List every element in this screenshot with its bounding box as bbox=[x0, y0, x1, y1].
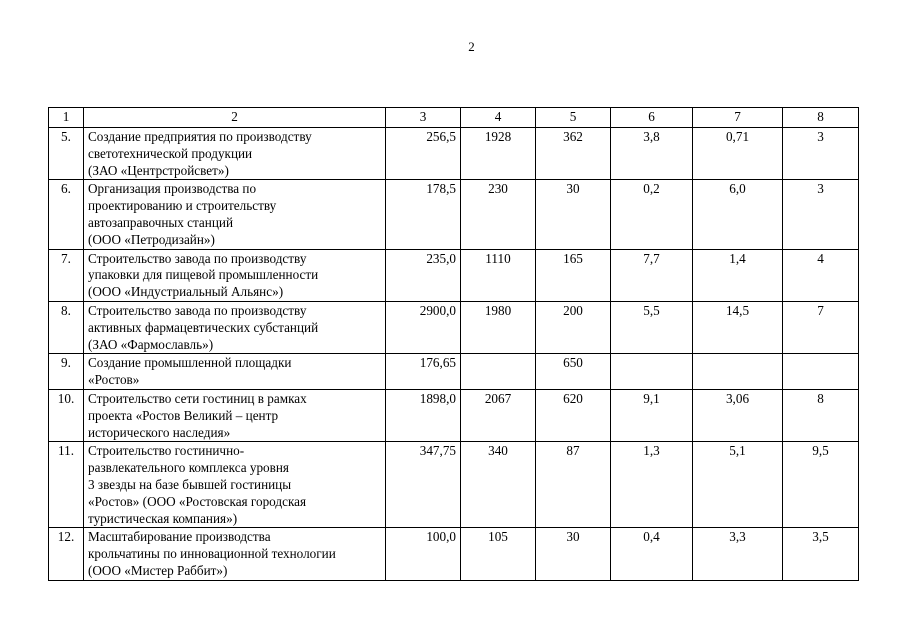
value-cell-col6: 5,5 bbox=[611, 301, 693, 353]
description-line: проекта «Ростов Великий – центр bbox=[88, 407, 279, 423]
row-number-cell: 5. bbox=[49, 128, 84, 180]
value-cell-col4 bbox=[461, 354, 536, 390]
value-cell-col5: 200 bbox=[536, 301, 611, 353]
description-line: Строительство гостинично- bbox=[88, 443, 245, 459]
table-row bbox=[49, 128, 859, 180]
project-description-cell bbox=[84, 301, 386, 353]
table-body bbox=[49, 128, 859, 581]
project-description-cell bbox=[84, 389, 386, 441]
value-cell-col3: 256,5 bbox=[386, 128, 461, 180]
column-header-8: 8 bbox=[783, 108, 859, 128]
projects-table bbox=[48, 107, 859, 581]
value-cell-col5: 87 bbox=[536, 442, 611, 528]
value-cell-col7: 6,0 bbox=[693, 180, 783, 249]
column-header-5: 5 bbox=[536, 108, 611, 128]
description-line: активных фармацевтических субстанций bbox=[88, 319, 319, 335]
value-cell-col6: 3,8 bbox=[611, 128, 693, 180]
value-cell-col4: 1928 bbox=[461, 128, 536, 180]
row-number-cell: 10. bbox=[49, 389, 84, 441]
value-cell-col7: 3,06 bbox=[693, 389, 783, 441]
project-description-cell bbox=[84, 249, 386, 301]
value-cell-col6: 9,1 bbox=[611, 389, 693, 441]
description-line: (ООО «Индустриальный Альянс») bbox=[88, 284, 284, 300]
value-cell-col4: 1110 bbox=[461, 249, 536, 301]
table-row bbox=[49, 389, 859, 441]
table-row bbox=[49, 249, 859, 301]
column-header-6: 6 bbox=[611, 108, 693, 128]
page-number: 2 bbox=[468, 39, 475, 54]
description-line: (ООО «Петродизайн») bbox=[88, 231, 215, 247]
description-line: Строительство завода по производству bbox=[88, 302, 307, 318]
description-line: Создание промышленной площадки bbox=[88, 355, 292, 371]
value-cell-col3: 2900,0 bbox=[386, 301, 461, 353]
value-cell-col7: 1,4 bbox=[693, 249, 783, 301]
value-cell-col7: 3,3 bbox=[693, 528, 783, 580]
project-description-cell bbox=[84, 442, 386, 528]
description-line: туристическая компания») bbox=[88, 510, 238, 526]
value-cell-col5: 165 bbox=[536, 249, 611, 301]
table-header-row bbox=[49, 108, 859, 128]
value-cell-col8: 8 bbox=[783, 389, 859, 441]
description-line: «Ростов» (ООО «Ростовская городская bbox=[88, 493, 307, 509]
value-cell-col7: 5,1 bbox=[693, 442, 783, 528]
column-header-4: 4 bbox=[461, 108, 536, 128]
description-line: Строительство сети гостиниц в рамках bbox=[88, 390, 307, 406]
description-line: крольчатины по инновационной технологии bbox=[88, 546, 336, 562]
description-line: Масштабирование производства bbox=[88, 529, 271, 545]
value-cell-col5: 650 bbox=[536, 354, 611, 390]
value-cell-col6 bbox=[611, 354, 693, 390]
project-description-cell bbox=[84, 528, 386, 580]
column-header-7: 7 bbox=[693, 108, 783, 128]
column-header-3: 3 bbox=[386, 108, 461, 128]
description-line: Создание предприятия по производству bbox=[88, 129, 312, 144]
value-cell-col4: 230 bbox=[461, 180, 536, 249]
description-line: упаковки для пищевой промышленности bbox=[88, 267, 319, 283]
value-cell-col8 bbox=[783, 354, 859, 390]
value-cell-col6: 7,7 bbox=[611, 249, 693, 301]
value-cell-col7: 0,71 bbox=[693, 128, 783, 180]
value-cell-col5: 362 bbox=[536, 128, 611, 180]
project-description-cell bbox=[84, 354, 386, 390]
description-line: светотехнической продукции bbox=[88, 145, 253, 161]
value-cell-col7 bbox=[693, 354, 783, 390]
value-cell-col3: 1898,0 bbox=[386, 389, 461, 441]
row-number-cell: 11. bbox=[49, 442, 84, 528]
column-header-1: 1 bbox=[49, 108, 84, 128]
value-cell-col8: 9,5 bbox=[783, 442, 859, 528]
row-number-cell: 6. bbox=[49, 180, 84, 249]
row-number-cell: 9. bbox=[49, 354, 84, 390]
row-number-cell: 7. bbox=[49, 249, 84, 301]
description-line: (ЗАО «Фармославль») bbox=[88, 336, 214, 352]
description-line: проектированию и строительству bbox=[88, 198, 277, 214]
table-row bbox=[49, 180, 859, 249]
row-number-cell: 8. bbox=[49, 301, 84, 353]
value-cell-col8: 3 bbox=[783, 180, 859, 249]
value-cell-col5: 30 bbox=[536, 180, 611, 249]
description-line: 3 звезды на базе бывшей гостиницы bbox=[88, 476, 292, 492]
value-cell-col8: 3,5 bbox=[783, 528, 859, 580]
value-cell-col4: 105 bbox=[461, 528, 536, 580]
value-cell-col3: 178,5 bbox=[386, 180, 461, 249]
value-cell-col4: 2067 bbox=[461, 389, 536, 441]
value-cell-col3: 100,0 bbox=[386, 528, 461, 580]
value-cell-col5: 30 bbox=[536, 528, 611, 580]
description-line: автозаправочных станций bbox=[88, 214, 234, 230]
value-cell-col3: 176,65 bbox=[386, 354, 461, 390]
project-description-cell bbox=[84, 180, 386, 249]
value-cell-col6: 0,2 bbox=[611, 180, 693, 249]
value-cell-col3: 235,0 bbox=[386, 249, 461, 301]
description-line: (ЗАО «Центрстройсвет») bbox=[88, 162, 229, 178]
description-line: Организация производства по bbox=[88, 181, 257, 197]
table-row bbox=[49, 301, 859, 353]
value-cell-col8: 3 bbox=[783, 128, 859, 180]
value-cell-col8: 4 bbox=[783, 249, 859, 301]
description-line: развлекательного комплекса уровня bbox=[88, 460, 289, 476]
value-cell-col8: 7 bbox=[783, 301, 859, 353]
description-line: Строительство завода по производству bbox=[88, 250, 307, 266]
table-row bbox=[49, 354, 859, 390]
description-line: исторического наследия» bbox=[88, 424, 231, 440]
value-cell-col6: 0,4 bbox=[611, 528, 693, 580]
row-number-cell: 12. bbox=[49, 528, 84, 580]
value-cell-col4: 340 bbox=[461, 442, 536, 528]
table-row bbox=[49, 442, 859, 528]
description-line: (ООО «Мистер Раббит») bbox=[88, 562, 228, 578]
value-cell-col6: 1,3 bbox=[611, 442, 693, 528]
column-header-2: 2 bbox=[84, 108, 386, 128]
table-row bbox=[49, 528, 859, 580]
value-cell-col4: 1980 bbox=[461, 301, 536, 353]
value-cell-col7: 14,5 bbox=[693, 301, 783, 353]
value-cell-col3: 347,75 bbox=[386, 442, 461, 528]
description-line: «Ростов» bbox=[88, 372, 140, 388]
value-cell-col5: 620 bbox=[536, 389, 611, 441]
project-description-cell bbox=[84, 128, 386, 180]
